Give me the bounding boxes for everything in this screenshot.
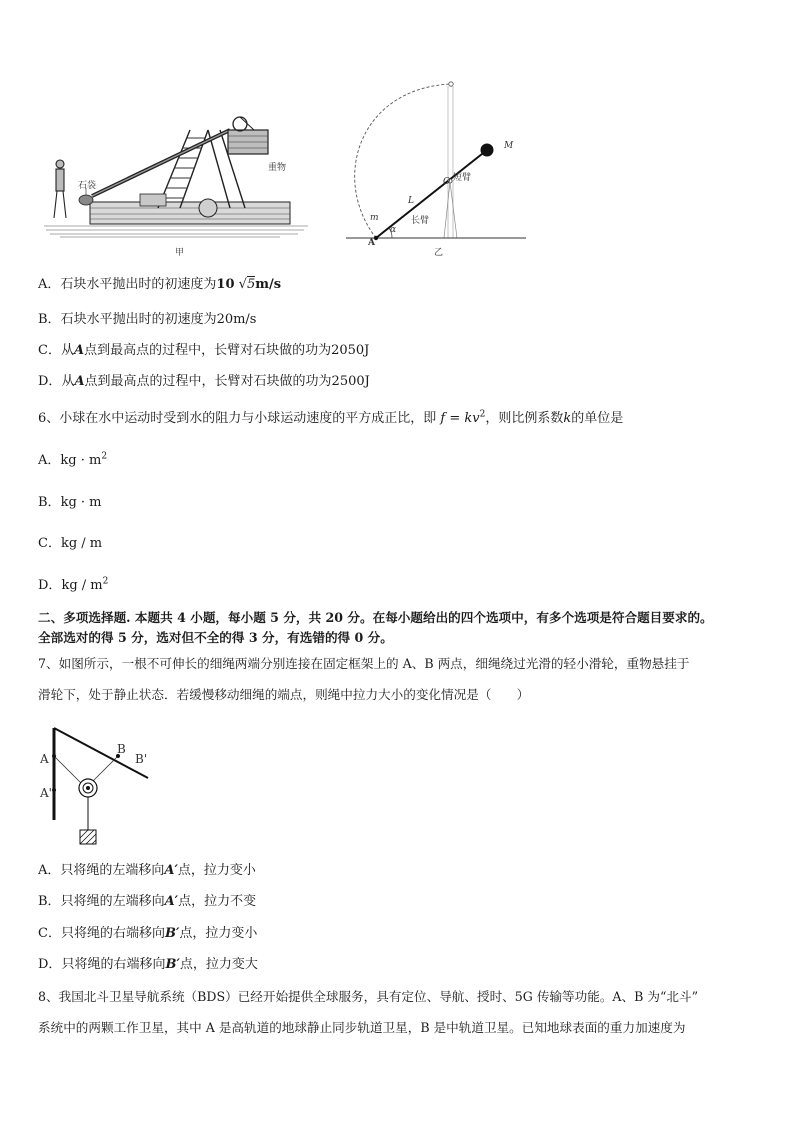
section2-heading-line2: 全部选对的得 5 分，选对但不全的得 3 分，有选错的得 0 分。 [38, 630, 393, 645]
q6-option-b: B．kg · m [38, 495, 102, 510]
fig7-label-A: A [40, 752, 49, 766]
q6-option-d: D．kg / $m^2$ [38, 576, 109, 593]
q6-formula: f = kv [440, 411, 480, 426]
trebuchet-illustration [40, 108, 312, 240]
q5-option-b: B．石块水平抛出时的初速度为20m/s [38, 312, 257, 327]
section2-heading-line1: 二、多项选择题. 本题共 4 小题，每小题 5 分，共 20 分。在每小题给出的四个选项中，有多个选项是符合题目要求的。 [38, 610, 713, 625]
fig7-label-B: B [117, 742, 126, 756]
label-M: M [504, 141, 514, 151]
label-m: m [370, 213, 379, 223]
label-weight: 重物 [268, 163, 287, 173]
label-alpha: α [390, 225, 397, 235]
fig7-label-A-prime: A' [40, 786, 52, 800]
q6-option-c: C．kg / m [38, 536, 103, 551]
figure-caption-yi: 乙 [434, 248, 444, 258]
q7-stem-line1: 7、如图所示，一根不可伸长的细绳两端分别连接在固定框架上的 A、B 两点，细绳绕过光滑的轻小滑轮，重物悬挂于 [38, 656, 690, 671]
q8-stem-line2: 系统中的两颗工作卫星，其中 A 是高轨道的地球静止同步轨道卫星，B 是中轨道卫星。已知地球表面的重力加速度为 [38, 1020, 686, 1035]
q7-option-a: A．只将绳的左端移向A′点，拉力变小 [38, 863, 256, 878]
q7-option-b: B．只将绳的左端移向A′点，拉力不变 [38, 894, 257, 909]
label-long-arm: 长臂 [411, 216, 430, 226]
q7-stem-line2: 滑轮下，处于静止状态．若缓慢移动细绳的端点，则绳中拉力大小的变化情况是（ ） [38, 687, 530, 702]
label-stone-bag: 石袋 [78, 181, 97, 191]
label-L: L [408, 196, 414, 206]
q6-option-a: A．kg · $m^2$ [38, 451, 108, 468]
q7-option-d: D．只将绳的右端移向B′点，拉力变大 [38, 957, 258, 972]
q5-option-c: C．从A点到最高点的过程中，长臂对石块做的功为2050J [38, 343, 370, 358]
label-O: O [443, 177, 451, 187]
q5-option-a: A．石块水平抛出时的初速度为10 √5m/s [38, 277, 282, 292]
q7-option-c: C．只将绳的右端移向B′点，拉力变小 [38, 926, 258, 941]
label-short-arm: 短臂 [453, 173, 472, 183]
sqrt-radicand: 5 [246, 277, 256, 292]
q8-stem-line1: 8、我国北斗卫星导航系统（BDS）已经开始提供全球服务，具有定位、导航、授时、5G 传输等功能。A、B 为“北斗” [38, 989, 699, 1004]
pulley-diagram [38, 718, 158, 848]
q6-stem: 6、小球在水中运动时受到水的阻力与小球运动速度的平方成正比，即 $f = kv^2$，则比例系数k的单位是 [38, 409, 624, 426]
fig7-label-B-prime: B' [135, 752, 148, 766]
sqrt-symbol: √ [238, 277, 247, 292]
lever-diagram [340, 78, 530, 253]
figure-caption-jia: 甲 [175, 248, 185, 258]
q5-option-d: D．从A点到最高点的过程中，长臂对石块做的功为2500J [38, 374, 370, 389]
label-A: A [368, 238, 375, 248]
